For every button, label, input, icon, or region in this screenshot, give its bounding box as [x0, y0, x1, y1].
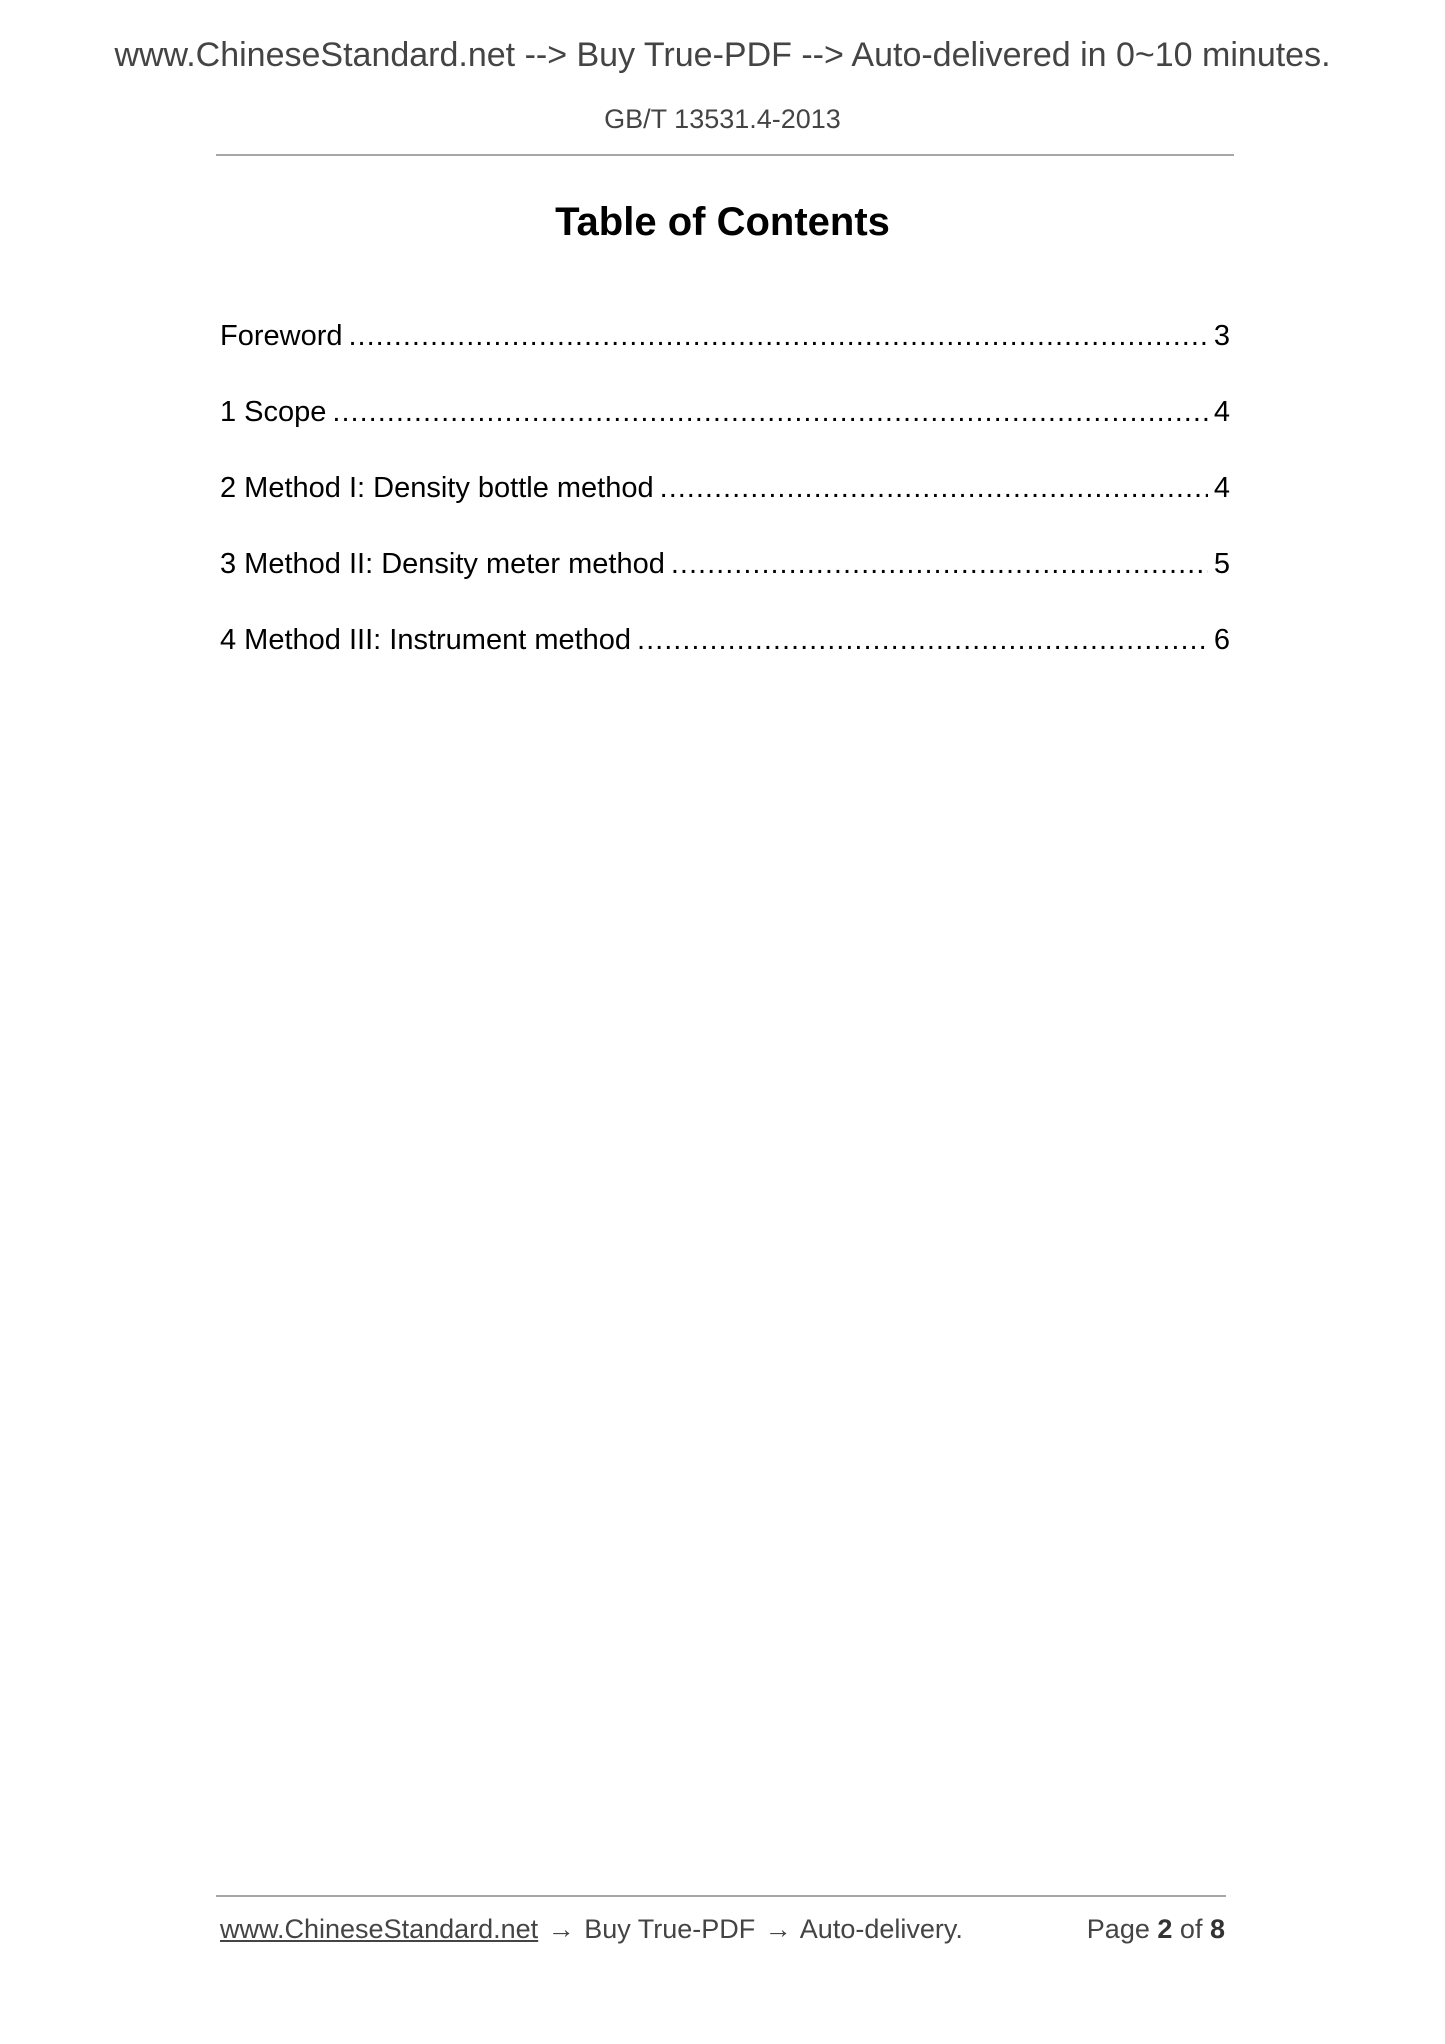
toc-dot-leader	[637, 620, 1208, 660]
toc-dot-leader	[671, 544, 1208, 584]
footer-site-link[interactable]: www.ChineseStandard.net	[220, 1914, 539, 1944]
toc-list	[220, 316, 1230, 696]
toc-entry-label: 1 Scope	[220, 396, 327, 428]
of-word: of	[1179, 1914, 1203, 1944]
footer-divider	[216, 1895, 1226, 1897]
document-code: GB/T 13531.4-2013	[604, 104, 841, 134]
toc-entry-label: 2 Method I: Density bottle method	[220, 472, 654, 504]
toc-dot-leader	[349, 316, 1208, 356]
header-divider	[216, 154, 1234, 156]
toc-entry-page: 4	[1213, 396, 1230, 428]
toc-entry-page: 6	[1213, 624, 1230, 656]
footer-delivery-text: Auto-delivery.	[799, 1914, 963, 1944]
toc-entry-page: 3	[1213, 320, 1230, 352]
toc-entry-foreword[interactable]	[220, 316, 1230, 392]
toc-entry-label: Foreword	[220, 320, 343, 352]
page-current: 2	[1157, 1914, 1173, 1944]
page-total: 8	[1209, 1914, 1225, 1944]
toc-dot-leader	[332, 392, 1207, 432]
toc-entry-method-3[interactable]	[220, 620, 1230, 696]
footer-promo	[220, 1914, 963, 1945]
toc-title: Table of Contents	[555, 200, 890, 244]
page-indicator	[1087, 1914, 1225, 1945]
footer-buy-text: Buy True-PDF	[584, 1914, 756, 1944]
toc-entry-scope[interactable]	[220, 392, 1230, 468]
top-banner: www.ChineseStandard.net --> Buy True-PDF --> Auto-delivered in 0~10 minutes.	[114, 36, 1331, 74]
toc-entry-method-1[interactable]	[220, 468, 1230, 544]
toc-entry-method-2[interactable]	[220, 544, 1230, 620]
arrow-right-icon: →	[764, 1914, 792, 1944]
page-word: Page	[1086, 1914, 1150, 1944]
toc-entry-page: 4	[1213, 472, 1230, 504]
toc-dot-leader	[660, 468, 1208, 508]
arrow-right-icon: →	[547, 1914, 575, 1944]
toc-entry-label: 4 Method III: Instrument method	[220, 624, 632, 656]
toc-entry-label: 3 Method II: Density meter method	[220, 548, 665, 580]
toc-entry-page: 5	[1213, 548, 1230, 580]
